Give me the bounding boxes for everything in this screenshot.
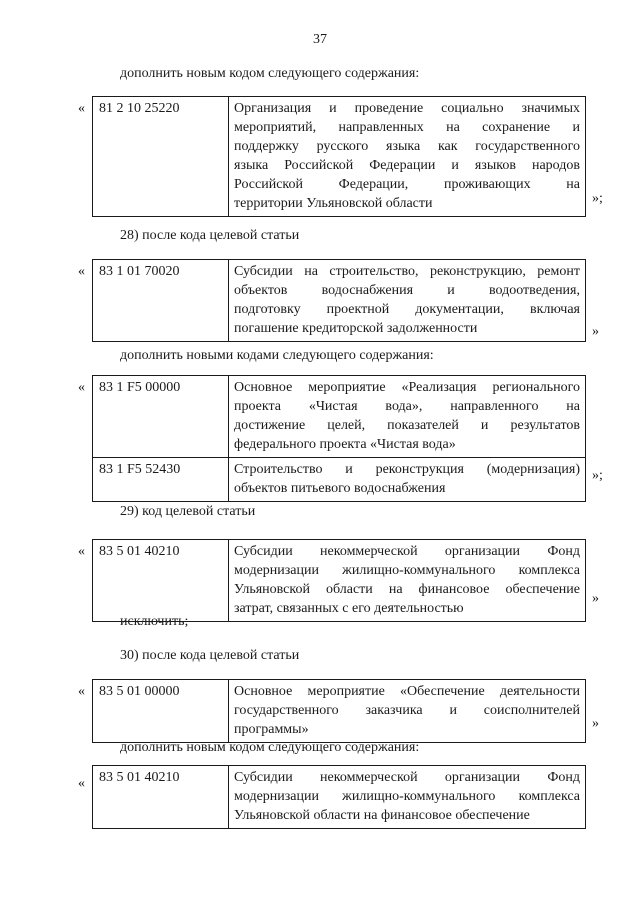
paragraph-item-28: 28) после кода целевой статьи	[120, 228, 300, 243]
page-number: 37	[313, 32, 327, 47]
table-row	[93, 260, 586, 342]
description-line: поддержку русского языка как государственного	[234, 139, 580, 154]
paragraph-delete: исключить;	[120, 614, 189, 629]
description-line: федерального проекта «Чистая вода»	[234, 437, 456, 452]
description-line: программы»	[234, 722, 309, 737]
description-line: Субсидии на строительство, реконструкцию, ремонт	[234, 264, 580, 279]
code-table	[92, 539, 586, 622]
table-row	[93, 458, 586, 502]
description-line: достижение целей, показателей и результатов	[234, 418, 580, 433]
description-line: проекта «Чистая вода», направленного на	[234, 399, 580, 414]
paragraph-add-codes: дополнить новыми кодами следующего содержания:	[120, 348, 434, 363]
paragraph-add-code: дополнить новым кодом следующего содержания:	[120, 740, 420, 755]
close-quote: »;	[592, 468, 603, 483]
description-line: Субсидии некоммерческой организации Фонд	[234, 544, 580, 559]
description-line: объектов питьевого водоснабжения	[234, 481, 446, 496]
target-code-cell: 81 2 10 25220	[93, 97, 229, 217]
description-line: Основное мероприятие «Обеспечение деятельности	[234, 684, 580, 699]
open-quote: «	[78, 380, 85, 395]
description-cell	[229, 766, 586, 829]
table-row	[93, 680, 586, 743]
code-table	[92, 679, 586, 743]
description-line: объектов водоснабжения и водоотведения,	[234, 283, 580, 298]
paragraph-item-30: 30) после кода целевой статьи	[120, 648, 300, 663]
description-line: погашение кредиторской задолженности	[234, 321, 478, 336]
open-quote: «	[78, 264, 85, 279]
target-code-cell: 83 1 01 70020	[93, 260, 229, 342]
close-quote: »	[592, 716, 599, 731]
description-line: языка Российской Федерации и языков народов	[234, 158, 580, 173]
close-quote: »	[592, 591, 599, 606]
description-line: Основное мероприятие «Реализация регионального	[234, 380, 580, 395]
description-line: модернизации жилищно-коммунального комплекса	[234, 789, 580, 804]
description-line: затрат, связанных с его деятельностью	[234, 601, 464, 616]
description-line: Ульяновской области на финансовое обеспечение	[234, 582, 580, 597]
code-table	[92, 375, 586, 502]
close-quote: »	[592, 324, 599, 339]
target-code-cell: 83 5 01 40210	[93, 540, 229, 622]
target-code-cell: 83 1 F5 00000	[93, 376, 229, 458]
description-cell	[229, 260, 586, 342]
description-cell	[229, 376, 586, 458]
table-row	[93, 766, 586, 829]
description-line: Строительство и реконструкция (модернизация)	[234, 462, 580, 477]
open-quote: «	[78, 544, 85, 559]
description-line: подготовку проектной документации, включая	[234, 302, 580, 317]
open-quote: «	[78, 776, 85, 791]
paragraph-add-code: дополнить новым кодом следующего содержания:	[120, 66, 420, 81]
close-quote: »;	[592, 191, 603, 206]
description-cell	[229, 458, 586, 502]
code-table	[92, 96, 586, 217]
open-quote: «	[78, 684, 85, 699]
description-line: Ульяновской области на финансовое обеспечение	[234, 808, 530, 823]
target-code-cell: 83 5 01 00000	[93, 680, 229, 743]
description-cell	[229, 540, 586, 622]
description-line: модернизации жилищно-коммунального комплекса	[234, 563, 580, 578]
code-table	[92, 765, 586, 829]
open-quote: «	[78, 101, 85, 116]
target-code-cell: 83 1 F5 52430	[93, 458, 229, 502]
paragraph-item-29: 29) код целевой статьи	[120, 504, 256, 519]
table-row	[93, 540, 586, 622]
table-row	[93, 376, 586, 458]
description-cell	[229, 680, 586, 743]
description-cell	[229, 97, 586, 217]
table-row	[93, 97, 586, 217]
description-line: Субсидии некоммерческой организации Фонд	[234, 770, 580, 785]
description-line: мероприятий, направленных на сохранение и	[234, 120, 580, 135]
description-line: государственного заказчика и соисполнителей	[234, 703, 580, 718]
description-line: Организация и проведение социально значимых	[234, 101, 580, 116]
code-table	[92, 259, 586, 342]
description-line: Российской Федерации, проживающих на	[234, 177, 580, 192]
target-code-cell: 83 5 01 40210	[93, 766, 229, 829]
description-line: территории Ульяновской области	[234, 196, 433, 211]
